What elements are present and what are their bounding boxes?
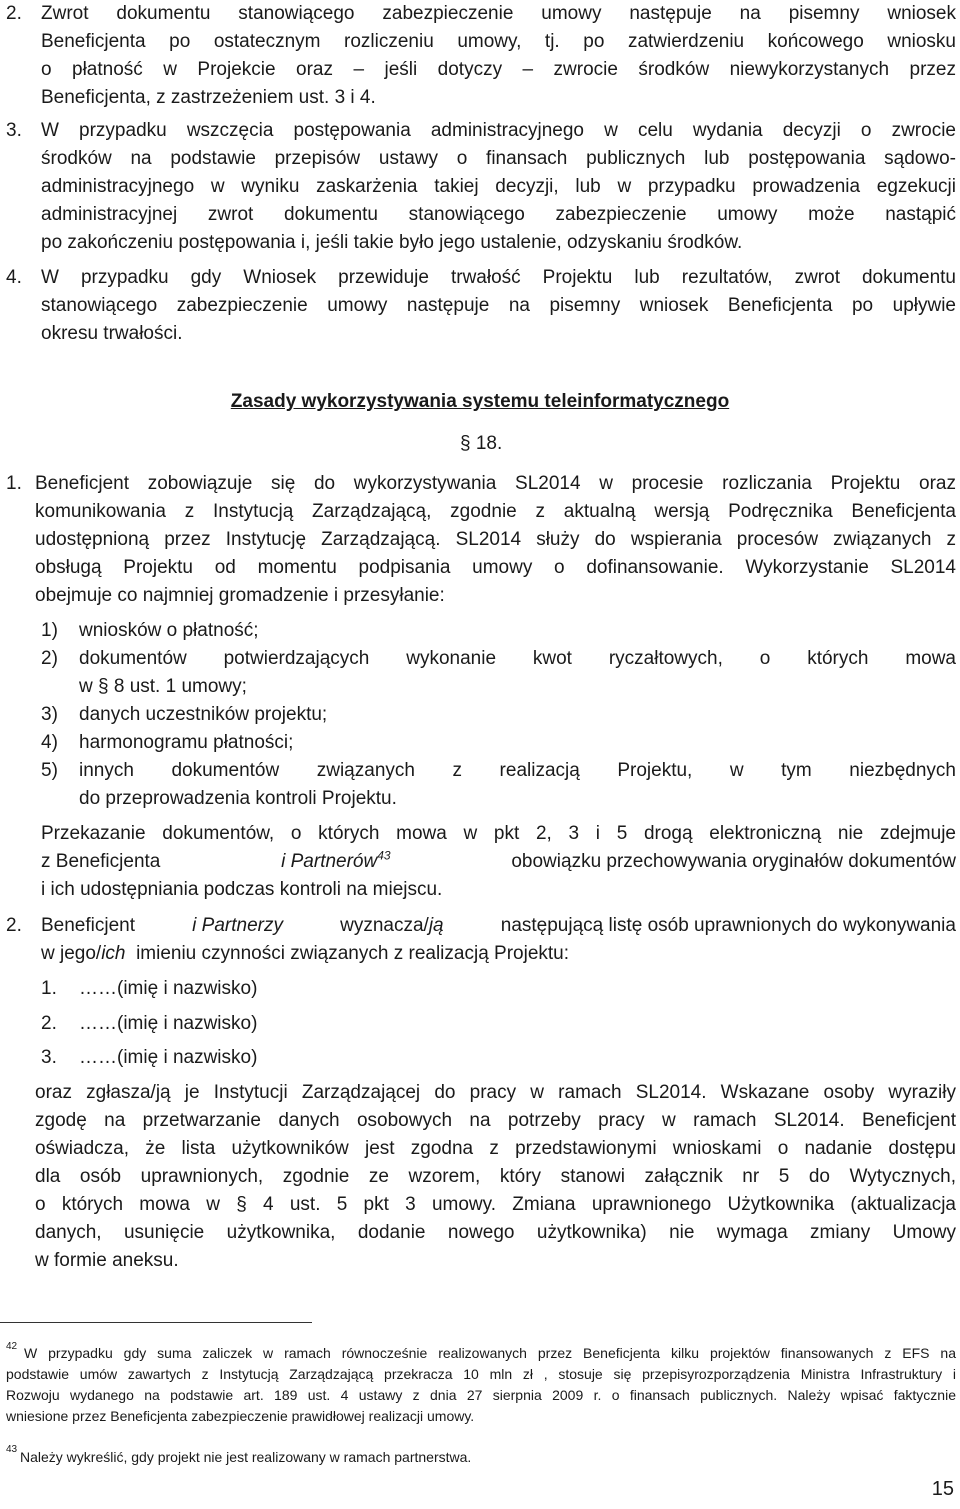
text-line: administracyjnego w wyniku zaskarżenia takiej decyzji, lub w przypadku prowadzenia egzekucji [41, 176, 956, 197]
footnote-ref-43: 43 [377, 848, 391, 863]
list-item: wniosków o płatność; [79, 620, 259, 641]
text-line: i ich udostępniania podczas kontroli na miejscu. [41, 879, 443, 900]
text-fragment: i Partnerzy [192, 915, 283, 936]
person-name-placeholder: ……(imię i nazwisko) [79, 978, 258, 999]
text-line: w formie aneksu. [35, 1250, 179, 1271]
text-line: Przekazanie dokumentów, o których mowa w pkt 2, 3 i 5 drogą elektroniczną nie zdejmuje [41, 823, 956, 844]
text-line: o których mowa w § 4 ust. 5 pkt 3 umowy. Zmiana uprawnionego Użytkownika (aktualizacja [35, 1194, 956, 1215]
list-item-continued: w § 8 ust. 1 umowy; [79, 676, 247, 697]
text-line: obejmuje co najmniej gromadzenie i przesyłanie: [35, 585, 445, 606]
partners-text: i Partnerów [281, 851, 378, 872]
person-number: 3. [41, 1047, 57, 1068]
text-line: Zwrot dokumentu stanowiącego zabezpieczenie umowy następuje na pisemny wniosek [41, 3, 956, 24]
list-item-number: 5) [41, 760, 58, 781]
text-line: o płatność w Projekcie oraz – jeśli dotyczy – zwrocie środków niewykorzystanych przez [41, 59, 956, 80]
paragraph-number: 2. [6, 3, 22, 24]
text-line: komunikowania z Instytucją Zarządzającą, zgodnie z aktualną wersją Podręcznika Beneficjenta [35, 501, 956, 522]
text-line: w jego/ich imieniu czynności związanych z realizacją Projektu: [41, 943, 570, 964]
footnote-line: wniesione przez Beneficjenta zabezpieczenie prawidłowej realizacji umowy. [6, 1408, 475, 1424]
paragraph-number: 1. [6, 473, 22, 494]
list-item-number: 1) [41, 620, 58, 641]
text-line: oraz zgłasza/ją je Instytucji Zarządzającej do pracy w ramach SL2014. Wskazane osoby wyraziły [35, 1082, 956, 1103]
list-item-number: 3) [41, 704, 58, 725]
text-line: Beneficjenta, z zastrzeżeniem ust. 3 i 4. [41, 87, 376, 108]
list-item: dokumentów potwierdzających wykonanie kwot ryczałtowych, o których mowa [79, 648, 956, 669]
text-line: Beneficjent zobowiązuje się do wykorzystywania SL2014 w procesie rozliczania Projektu oraz [35, 473, 956, 494]
list-item: harmonogramu płatności; [79, 732, 294, 753]
list-item-continued: do przeprowadzenia kontroli Projektu. [79, 788, 397, 809]
footnote-mark: 42 [6, 1341, 18, 1352]
text-line [41, 912, 956, 940]
text-fragment: Beneficjent [41, 915, 136, 936]
list-item: innych dokumentów związanych z realizacją Projektu, w tym niezbędnych [79, 760, 956, 781]
text-line: obsługą Projektu od momentu podpisania umowy o dofinansowanie. Wykorzystanie SL2014 [35, 557, 956, 578]
text-line: administracyjnej zwrot dokumentu stanowiącego zabezpieczenie umowy może nastąpić [41, 204, 956, 225]
text-line: zgodę na przetwarzanie danych osobowych na potrzeby pracy w ramach SL2014. Beneficjent [35, 1110, 956, 1131]
footnote-line: podstawie umów zawartych z Instytucją Zarządzającą przekracza 10 mln zł , stosuje się przepisyrozporządzenia Ministra Infrastruktury i [6, 1366, 956, 1382]
text-line: udostępnioną przez Instytucję Zarządzającą. SL2014 służy do wspierania procesów związanych z [35, 529, 956, 550]
text-line: Beneficjenta po ostatecznym rozliczeniu umowy, tj. po zatwierdzeniu końcowego wniosku [41, 31, 956, 52]
text-fragment: obowiązku przechowywania oryginałów dokumentów [511, 851, 956, 872]
list-item-number: 4) [41, 732, 58, 753]
section-heading: Zasady wykorzystywania systemu teleinformatycznego [230, 391, 730, 412]
footnote-line: Rozwoju wydanego na podstawie art. 189 ust. 4 ustawy z dnia 27 sierpnia 2009 r. o finansach publicznych. Należy wpisać faktycznie [6, 1387, 956, 1403]
text-line [41, 848, 956, 876]
text-fragment: wyznacza/ją [340, 915, 444, 936]
text-line: środków na podstawie przepisów ustawy o finansach publicznych lub postępowania sądowo- [41, 148, 956, 169]
text-fragment [281, 848, 390, 876]
person-name-placeholder: ……(imię i nazwisko) [79, 1047, 258, 1068]
text-line: stanowiącego zabezpieczenie umowy następuje na pisemny wniosek Beneficjenta po upływie [41, 295, 956, 316]
paragraph-number: 4. [6, 267, 22, 288]
text-line: danych, usunięcie użytkownika, dodanie nowego użytkownika) nie wymaga zmiany Umowy [35, 1222, 956, 1243]
text-line: dla osób uprawnionych, zgodnie ze wzorem, który stanowi załącznik nr 5 do Wytycznych, [35, 1166, 956, 1187]
text-line: W przypadku wszczęcia postępowania administracyjnego w celu wydania decyzji o zwrocie [41, 120, 956, 141]
footnote-line: Należy wykreślić, gdy projekt nie jest realizowany w ramach partnerstwa. [20, 1449, 472, 1465]
person-name-placeholder: ……(imię i nazwisko) [79, 1013, 258, 1034]
person-number: 2. [41, 1013, 57, 1034]
list-item-number: 2) [41, 648, 58, 669]
text-line: okresu trwałości. [41, 323, 183, 344]
paragraph-number: 2. [6, 915, 22, 936]
footnote-separator [0, 1322, 312, 1323]
text-fragment: z Beneficjenta [41, 851, 161, 872]
footnote-line: W przypadku gdy suma zaliczek w ramach równocześnie realizowanych przez Beneficjenta kilku projektów finansowanych z EFS na [24, 1345, 956, 1361]
paragraph-number: 3. [6, 120, 22, 141]
text-line: po zakończeniu postępowania i, jeśli takie było jego ustalenie, odzyskaniu środków. [41, 232, 743, 253]
person-number: 1. [41, 978, 57, 999]
text-line: W przypadku gdy Wniosek przewiduje trwałość Projektu lub rezultatów, zwrot dokumentu [41, 267, 956, 288]
list-item: danych uczestników projektu; [79, 704, 328, 725]
section-number: § 18. [460, 433, 503, 454]
page-number: 15 [931, 1478, 954, 1500]
footnote-mark: 43 [6, 1444, 18, 1455]
text-line: oświadcza, że lista użytkowników jest zgodna z przedstawionymi wnioskami o nadanie dostępu [35, 1138, 956, 1159]
text-fragment: następującą listę osób uprawnionych do wykonywania [500, 915, 956, 936]
